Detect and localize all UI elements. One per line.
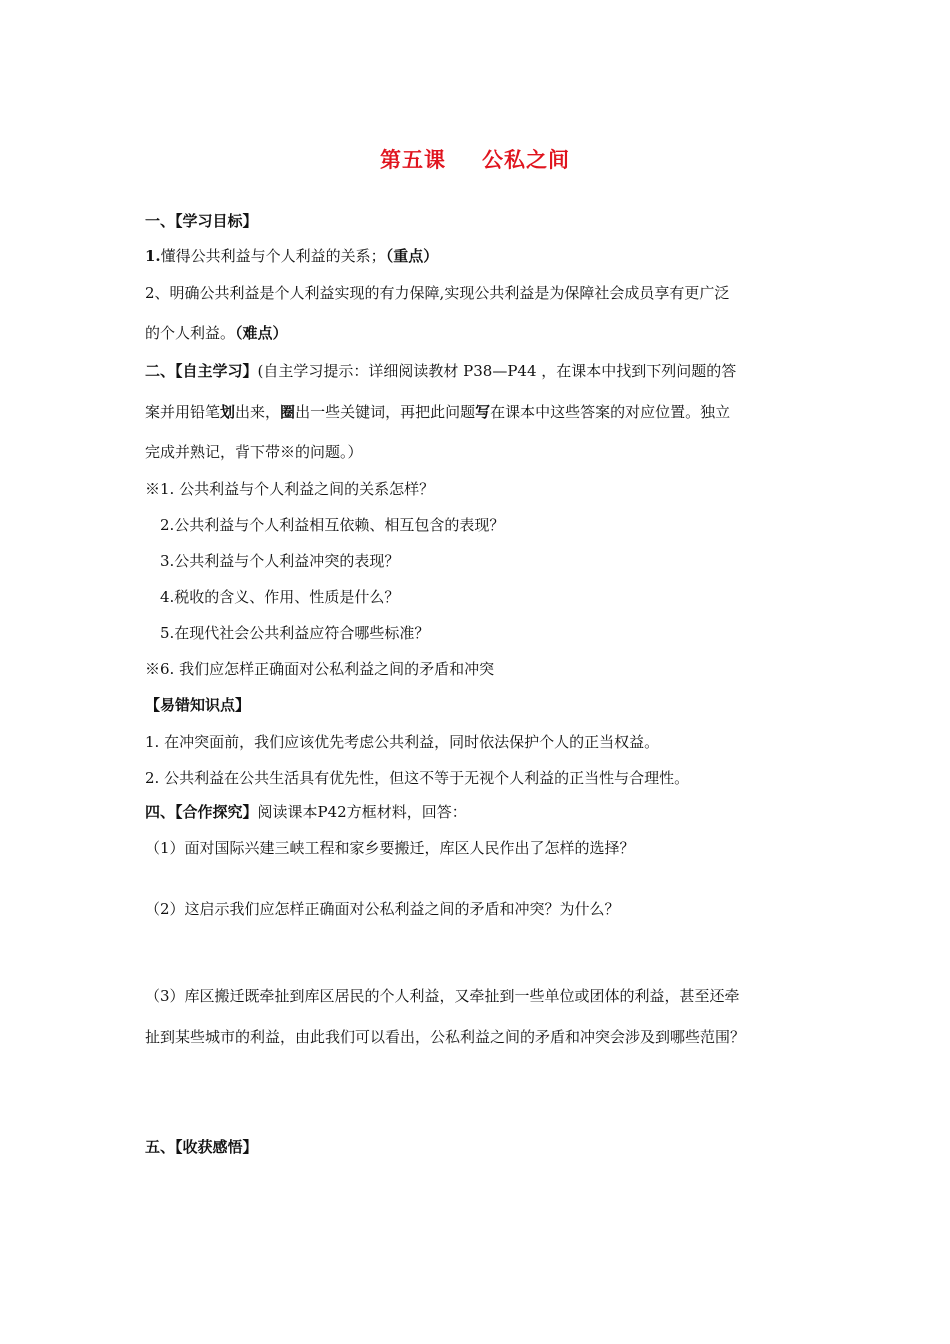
hint-emphasis: 写 bbox=[475, 403, 491, 421]
objective-1-tag: （重点） bbox=[385, 247, 439, 265]
section4-intro: 阅读课本P42方框材料，回答： bbox=[257, 803, 467, 821]
objective-2-tag: （难点） bbox=[235, 324, 288, 342]
section2-line3: 完成并熟记，背下带※的问题。） bbox=[145, 443, 363, 461]
objective-2-text: 的个人利益。 bbox=[145, 324, 236, 342]
hint-text: 出一些关键词，再把此问题 bbox=[295, 403, 476, 421]
objective-2-line1: 2、明确公共利益是个人利益实现的有力保障,实现公共利益是为保障社会成员享有更广泛 bbox=[145, 284, 730, 302]
section4-heading: 四、【合作探究】 bbox=[145, 803, 258, 821]
section2-line2 bbox=[145, 401, 730, 422]
question-item: ※1. 公共利益与个人利益之间的关系怎样？ bbox=[145, 480, 435, 498]
error-item: 1. 在冲突面前，我们应该优先考虑公共利益，同时依法保护个人的正当权益。 bbox=[145, 733, 660, 751]
question-item: ※6. 我们应怎样正确面对公私利益之间的矛盾和冲突 bbox=[145, 660, 495, 678]
hint-text: 在课本中这些答案的对应位置。独立 bbox=[490, 403, 731, 421]
question-item: 4.税收的含义、作用、性质是什么？ bbox=[160, 588, 400, 606]
section5-heading: 五、【收获感悟】 bbox=[145, 1138, 258, 1156]
section4-line bbox=[145, 801, 467, 822]
section2-hint: (自主学习提示：详细阅读教材 P38—P44 ，在课本中找到下列问题的答 bbox=[257, 362, 737, 380]
question-item: 2.公共利益与个人利益相互依赖、相互包含的表现？ bbox=[160, 516, 505, 534]
hint-text: 出来， bbox=[235, 403, 281, 421]
question-item: 5.在现代社会公共利益应符合哪些标准？ bbox=[160, 624, 430, 642]
title-lesson: 第五课 bbox=[380, 147, 446, 172]
section1-heading: 一、【学习目标】 bbox=[145, 212, 258, 230]
objective-1-text: 懂得公共利益与个人利益的关系； bbox=[160, 247, 386, 265]
page-title bbox=[0, 144, 950, 174]
hint-emphasis: 圈 bbox=[280, 403, 296, 421]
inquiry-question-3-line2: 扯到某些城市的利益，由此我们可以看出，公私利益之间的矛盾和冲突会涉及到哪些范围？ bbox=[145, 1028, 746, 1046]
inquiry-question-3-line1: （3）库区搬迁既牵扯到库区居民的个人利益，又牵扯到一些单位或团体的利益，甚至还牵 bbox=[145, 987, 740, 1005]
section2-line1 bbox=[145, 360, 736, 381]
question-item: 3.公共利益与个人利益冲突的表现？ bbox=[160, 552, 400, 570]
error-item: 2. 公共利益在公共生活具有优先性，但这不等于无视个人利益的正当性与合理性。 bbox=[145, 769, 690, 787]
inquiry-question-1: （1）面对国际兴建三峡工程和家乡要搬迁，库区人民作出了怎样的选择？ bbox=[145, 839, 635, 857]
hint-emphasis: 划 bbox=[220, 403, 236, 421]
hint-text: 案并用铅笔 bbox=[145, 403, 221, 421]
errors-heading: 【易错知识点】 bbox=[145, 696, 251, 714]
objective-2-line2 bbox=[145, 322, 288, 343]
objective-1 bbox=[145, 245, 438, 266]
section2-heading: 二、【自主学习】 bbox=[145, 362, 258, 380]
inquiry-question-2: （2）这启示我们应怎样正确面对公私利益之间的矛盾和冲突？为什么？ bbox=[145, 900, 620, 918]
objective-1-number: 1. bbox=[145, 247, 161, 265]
title-topic: 公私之间 bbox=[482, 147, 570, 172]
